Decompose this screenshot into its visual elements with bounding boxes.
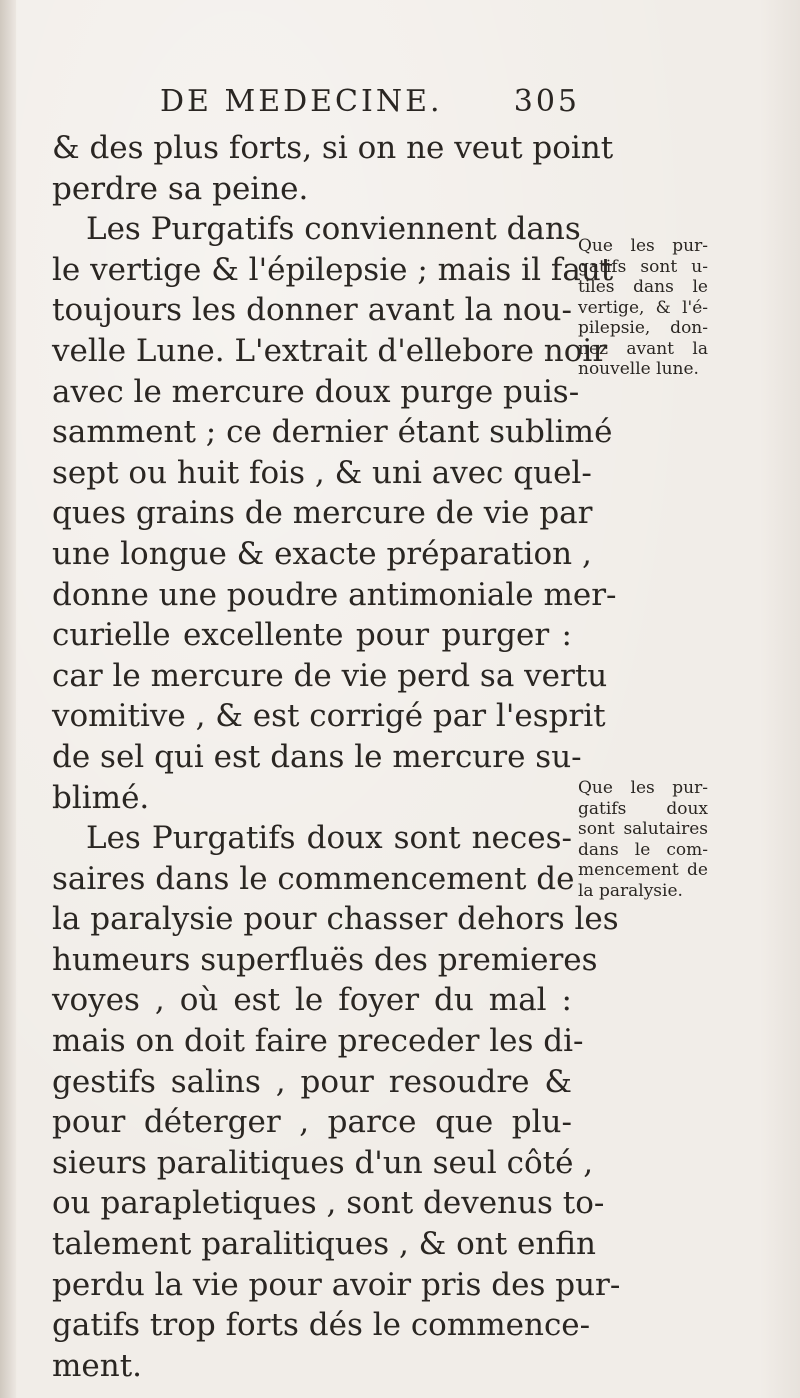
text-line: saires dans le commencement de: [52, 860, 575, 897]
text-line: vomitive , & est corrigé par l'esprit: [52, 698, 606, 735]
paragraph-start-line: Les Purgatifs doux sont neces-: [86, 820, 572, 857]
text-line: curielle excellente pour purger :: [52, 617, 572, 654]
text-line: samment ; ce dernier étant sublimé: [52, 414, 613, 451]
page-edge-shadow: [0, 0, 16, 1398]
margin-note-vertigo: [578, 236, 708, 380]
text-line: perdu la vie pour avoir pris des pur-: [52, 1266, 621, 1303]
text-line: voyes , où est le foyer du mal :: [52, 982, 572, 1019]
margin-note-line: Que les pur-: [578, 778, 708, 798]
text-line: sieurs paralitiques d'un seul côté ,: [52, 1144, 594, 1181]
text-line: gatifs trop forts dés le commence-: [52, 1307, 591, 1344]
margin-note-line: gatifs doux: [578, 798, 708, 819]
text-line: le vertige & l'épilepsie ; mais il faut: [52, 251, 614, 288]
main-text: [52, 128, 621, 1386]
text-line: talement paralitiques , & ont enfin: [52, 1226, 597, 1263]
margin-note-line: gatifs sont u-: [578, 256, 708, 277]
margin-note-line: mencement de: [578, 860, 708, 880]
text-line: perdre sa peine.: [52, 170, 309, 207]
text-line: ment.: [52, 1347, 143, 1384]
text-line: velle Lune. L'extrait d'ellebore noir: [52, 332, 608, 369]
text-line: toujours les donner avant la nou-: [52, 292, 572, 329]
text-line: ques grains de mercure de vie par: [52, 495, 593, 532]
margin-note-paralysis: [578, 778, 708, 901]
text-line: avec le mercure doux purge puis-: [52, 373, 580, 410]
paragraph-start-line: Les Purgatifs conviennent dans: [86, 211, 581, 248]
text-line: mais on doit faire preceder les di-: [52, 1023, 584, 1060]
margin-note-line: tiles dans le: [578, 277, 708, 297]
margin-note-line: nouvelle lune.: [578, 359, 699, 379]
page-number: 305: [513, 84, 580, 119]
text-line: blimé.: [52, 779, 150, 816]
margin-note-line: dans le com-: [578, 839, 708, 860]
margin-note-line: sont salutaires: [578, 819, 708, 839]
text-line: sept ou huit fois , & uni avec quel-: [52, 454, 592, 491]
margin-note-line: Que les pur-: [578, 236, 708, 256]
text-line: humeurs superfluës des premieres: [52, 941, 598, 978]
text-line: une longue & exacte préparation ,: [52, 535, 592, 572]
text-line: & des plus forts, si on ne veut point: [52, 130, 614, 166]
text-line: pour déterger , parce que plu-: [52, 1104, 572, 1141]
text-line: de sel qui est dans le mercure su-: [52, 738, 582, 775]
text-line: la paralysie pour chasser dehors les: [52, 901, 619, 938]
page-header: [160, 84, 580, 124]
margin-note-line: pilepsie, don-: [578, 318, 708, 338]
text-line: ou parapletiques , sont devenus to-: [52, 1185, 605, 1222]
text-line: donne une poudre antimoniale mer-: [52, 576, 617, 613]
margin-note-line: vertige, & l'é-: [578, 297, 708, 318]
margin-note-line: la paralysie.: [578, 880, 683, 901]
text-line: gestifs salins , pour resoudre &: [52, 1063, 572, 1100]
text-line: car le mercure de vie perd sa vertu: [52, 657, 608, 694]
running-title: DE MEDECINE.: [160, 84, 443, 119]
margin-note-line: nez avant la: [578, 338, 708, 359]
